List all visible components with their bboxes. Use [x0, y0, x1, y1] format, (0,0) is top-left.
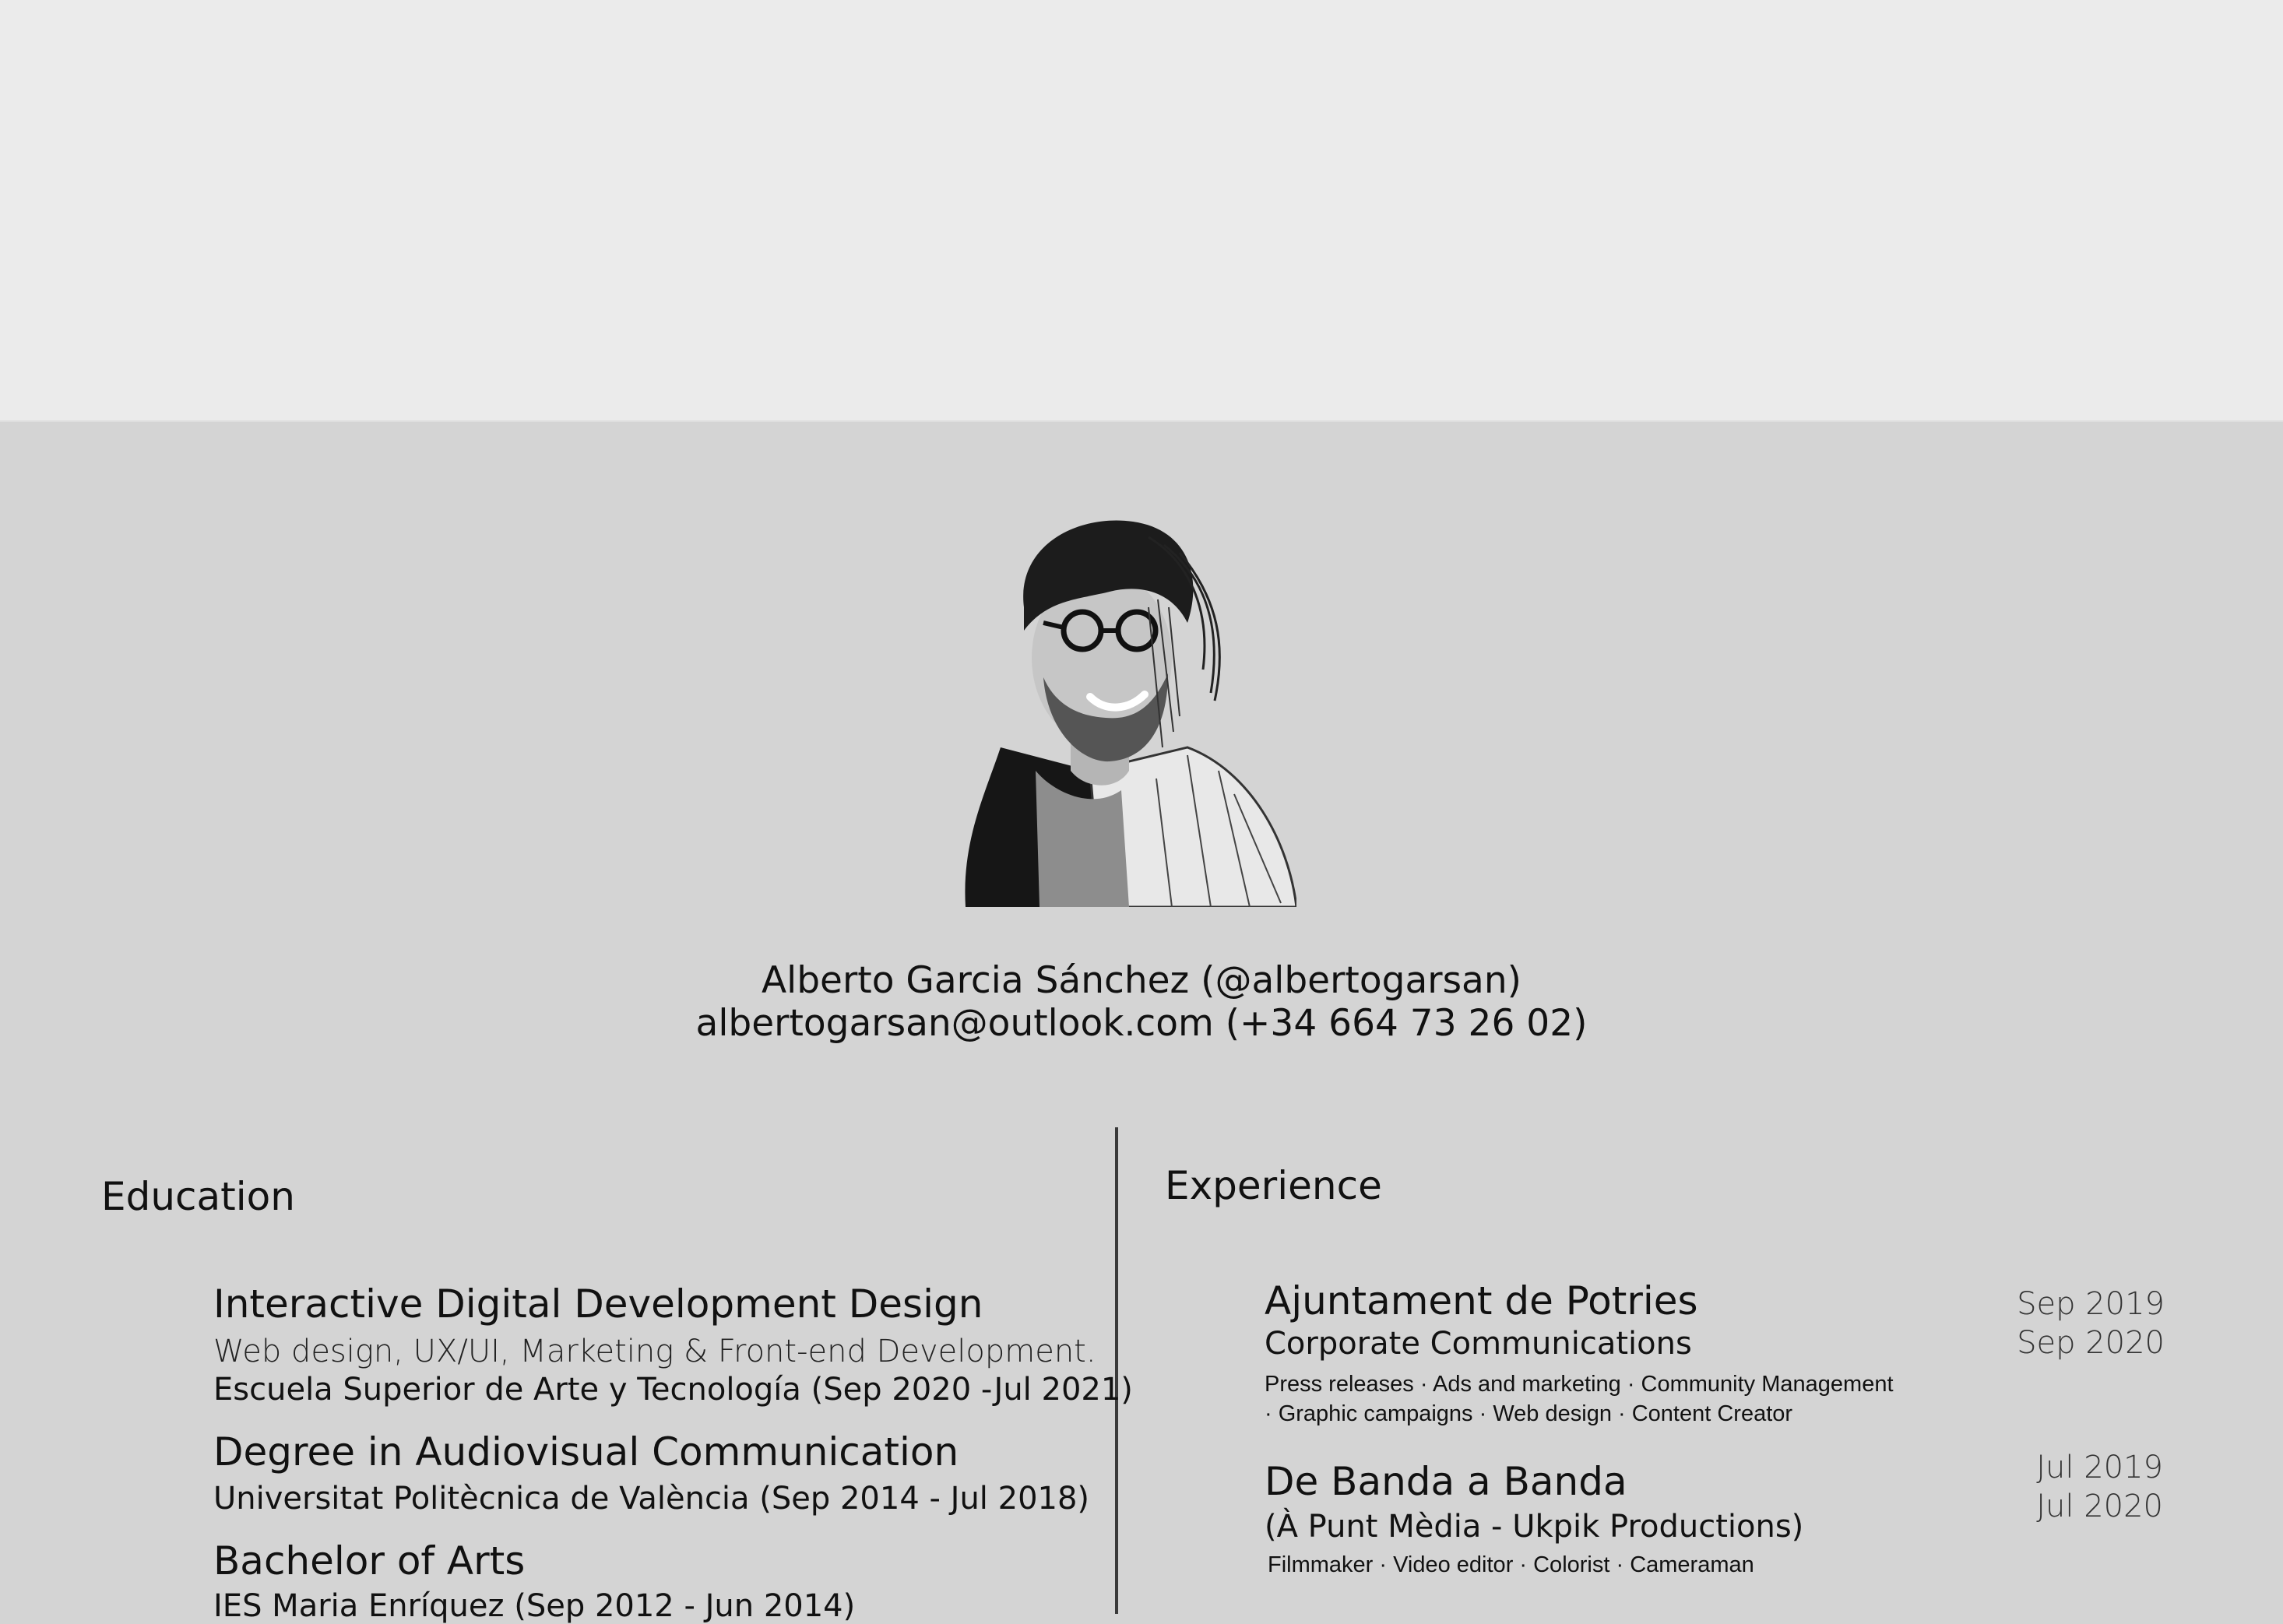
education-degree: Degree in Audiovisual Communication: [213, 1429, 959, 1475]
education-school: IES Maria Enríquez (Sep 2012 - Jun 2014): [213, 1588, 856, 1624]
experience-role: Corporate Communications: [1265, 1326, 1692, 1362]
education-school: Escuela Superior de Arte y Tecnología (Sep 2020 -Jul 2021): [213, 1372, 1133, 1408]
experience-date-start: Jul 2019: [2036, 1450, 2163, 1485]
experience-tags: Press releases · Ads and marketing · Community Management: [1265, 1372, 1894, 1397]
experience-title: Experience: [1165, 1163, 1382, 1208]
profile-contact: albertogarsan@outlook.com (+34 664 73 26 02): [695, 1002, 1588, 1045]
education-degree: Bachelor of Arts: [213, 1538, 526, 1584]
experience-tags: · Graphic campaigns · Web design · Content Creator: [1265, 1401, 1793, 1426]
experience-date-end: Sep 2020: [2017, 1325, 2165, 1361]
experience-date-end: Jul 2020: [2036, 1489, 2163, 1524]
profile-name: Alberto Garcia Sánchez (@albertogarsan): [762, 959, 1521, 1002]
experience-company: Ajuntament de Potries: [1265, 1278, 1698, 1323]
top-banner: [0, 0, 2283, 422]
experience-company: De Banda a Banda: [1265, 1459, 1627, 1504]
experience-date-start: Sep 2019: [2017, 1286, 2165, 1322]
education-title: Education: [101, 1174, 295, 1219]
profile-portrait: [954, 514, 1296, 907]
education-description: Web design, UX/UI, Marketing & Front-end Development.: [213, 1334, 1096, 1369]
education-school: Universitat Politècnica de València (Sep 2014 - Jul 2018): [213, 1481, 1090, 1517]
education-degree: Interactive Digital Development Design: [213, 1281, 983, 1327]
experience-tags: Filmmaker · Video editor · Colorist · Cameraman: [1268, 1552, 1754, 1577]
experience-role: (À Punt Mèdia - Ukpik Productions): [1265, 1509, 1804, 1545]
column-divider: [1115, 1127, 1118, 1614]
